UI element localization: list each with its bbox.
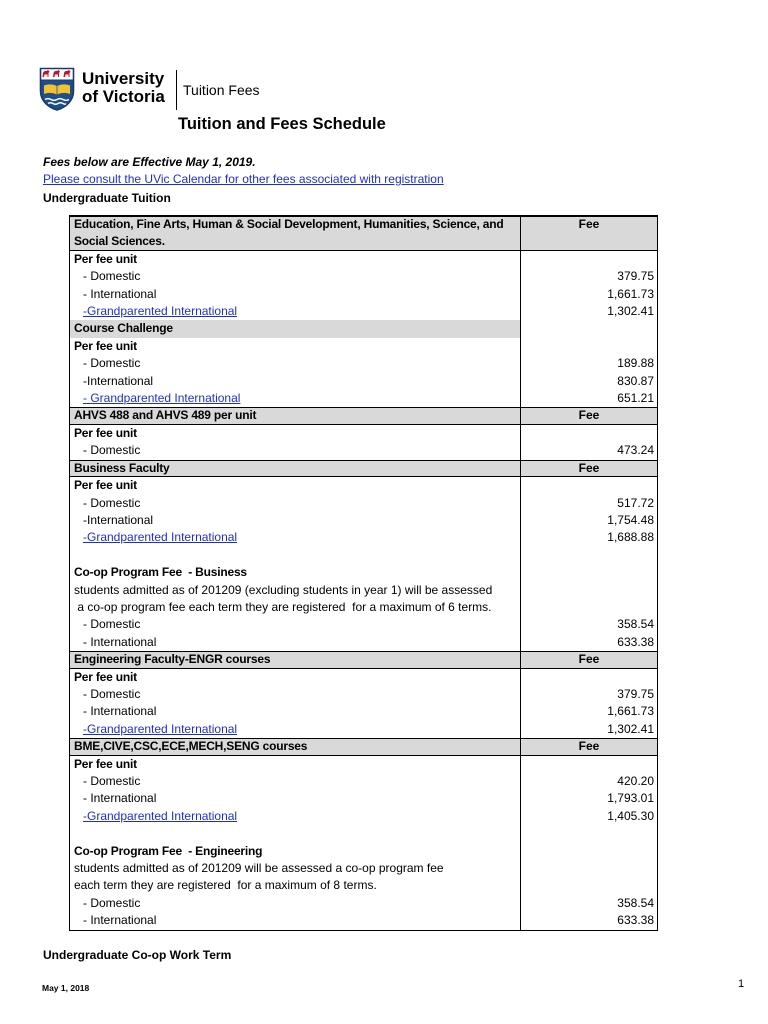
fee-amount: 1,302.41 — [607, 721, 654, 736]
empty-fee-cell — [521, 825, 657, 842]
fee-amount: 1,661.73 — [607, 286, 654, 301]
fee-amount: 1,661.73 — [607, 704, 654, 719]
fee-item-label: - Domestic — [70, 686, 521, 703]
fee-column-header: Fee — [521, 651, 657, 668]
fee-amount: 420.20 — [617, 773, 654, 788]
fee-amount: 1,688.88 — [607, 530, 654, 545]
fee-line-item — [70, 495, 657, 512]
fee-item-label: - Domestic — [70, 268, 521, 285]
empty-fee-cell — [521, 338, 657, 355]
unit-name: Tuition Fees — [183, 82, 260, 98]
fee-amount: 517.72 — [617, 495, 654, 510]
group-heading: Per fee unit — [70, 251, 521, 268]
fee-line-item — [70, 268, 657, 285]
group-heading: Per fee unit — [70, 338, 521, 355]
fee-amount: 830.87 — [617, 373, 654, 388]
group-heading: Co-op Program Fee - Business — [70, 564, 521, 581]
empty-label-cell — [70, 825, 521, 842]
fee-item-label — [70, 808, 521, 825]
fee-column-header: Fee — [521, 216, 657, 251]
fee-amount: 358.54 — [617, 895, 654, 910]
fee-item-label: - International — [70, 634, 521, 651]
description-text: students admitted as of 201209 (excluding students in year 1) will be assessed — [70, 582, 521, 599]
fee-amount: 633.38 — [617, 634, 654, 649]
section-header-row — [70, 320, 657, 337]
description-text: students admitted as of 201209 will be assessed a co-op program fee — [70, 860, 521, 877]
effective-date-note: Fees below are Effective May 1, 2019. — [43, 155, 256, 169]
fee-line-item — [70, 286, 657, 303]
fee-item-label: - Domestic — [70, 442, 521, 459]
empty-fee-cell — [521, 669, 657, 686]
page-number: 1 — [738, 978, 745, 990]
empty-fee-cell — [521, 756, 657, 773]
logo-divider — [176, 70, 177, 110]
fee-amount: 379.75 — [617, 686, 654, 701]
fee-column-header: Fee — [521, 460, 657, 477]
wordmark-of-victoria: of Victoria — [82, 87, 165, 106]
group-heading-row — [70, 425, 657, 442]
fee-line-item — [70, 703, 657, 720]
fee-line-item — [70, 616, 657, 633]
section-title: AHVS 488 and AHVS 489 per unit — [70, 407, 521, 424]
grandparented-international-link[interactable]: -Grandparented International — [83, 304, 238, 319]
section-title: Engineering Faculty-ENGR courses — [70, 651, 521, 668]
empty-label-cell — [70, 547, 521, 564]
uvic-wordmark — [82, 70, 165, 106]
description-row — [70, 599, 657, 616]
fee-amount: 1,793.01 — [607, 791, 654, 806]
grandparented-international-link[interactable]: -Grandparented International — [83, 530, 238, 545]
empty-fee-cell — [521, 251, 657, 268]
fee-item-label — [70, 390, 521, 407]
uvic-shield-icon — [39, 67, 75, 111]
group-heading: Per fee unit — [70, 669, 521, 686]
fee-item-label: - Domestic — [70, 355, 521, 372]
group-heading-row — [70, 843, 657, 860]
empty-fee-cell — [521, 320, 657, 337]
fee-line-item — [70, 912, 657, 929]
section-header-row — [70, 460, 657, 477]
fee-amount: 633.38 — [617, 913, 654, 928]
fee-amount: 379.75 — [617, 269, 654, 284]
group-heading-row — [70, 564, 657, 581]
fee-amount: 1,754.48 — [607, 512, 654, 527]
group-heading: Co-op Program Fee - Engineering — [70, 843, 521, 860]
description-text: each term they are registered for a maximum of 8 terms. — [70, 877, 521, 894]
fee-line-item-link — [70, 303, 657, 320]
wordmark-university: University — [82, 69, 165, 88]
section-title: Education, Fine Arts, Human & Social Development, Humanities, Science, and Social Sciences. — [70, 216, 521, 251]
group-heading-row — [70, 477, 657, 494]
fee-line-item-link — [70, 390, 657, 407]
description-row — [70, 860, 657, 877]
fee-amount: 358.54 — [617, 617, 654, 632]
section-title: Business Faculty — [70, 460, 521, 477]
fee-line-item — [70, 442, 657, 459]
fee-line-item — [70, 512, 657, 529]
fee-item-label: -International — [70, 512, 521, 529]
fee-item-label: - Domestic — [70, 616, 521, 633]
empty-fee-cell — [521, 599, 657, 616]
section-header-row — [70, 407, 657, 424]
fee-line-item — [70, 895, 657, 912]
fee-line-item-link — [70, 529, 657, 546]
fee-item-label: - Domestic — [70, 773, 521, 790]
section-heading-undergraduate-tuition: Undergraduate Tuition — [43, 191, 171, 205]
group-heading-row — [70, 251, 657, 268]
fee-amount: 1,405.30 — [607, 808, 654, 823]
section-header-row — [70, 216, 657, 251]
empty-fee-cell — [521, 425, 657, 442]
fee-amount: 473.24 — [617, 443, 654, 458]
fee-item-label: - Domestic — [70, 895, 521, 912]
fee-line-item — [70, 790, 657, 807]
footer-date: May 1, 2018 — [42, 983, 90, 993]
empty-fee-cell — [521, 582, 657, 599]
empty-fee-cell — [521, 877, 657, 894]
fee-line-item — [70, 686, 657, 703]
fee-line-item-link — [70, 808, 657, 825]
blank-row — [70, 547, 657, 564]
blank-row — [70, 825, 657, 842]
fee-item-label: -International — [70, 373, 521, 390]
fee-line-item-link — [70, 721, 657, 738]
fee-item-label: - International — [70, 912, 521, 929]
grandparented-international-link[interactable]: -Grandparented International — [83, 721, 238, 736]
grandparented-international-link[interactable]: -Grandparented International — [83, 808, 238, 823]
section-heading-co-op-work-term: Undergraduate Co-op Work Term — [43, 948, 232, 962]
section-header-row — [70, 738, 657, 755]
fee-line-item — [70, 634, 657, 651]
section-header-row — [70, 651, 657, 668]
group-heading: Per fee unit — [70, 477, 521, 494]
group-heading-row — [70, 756, 657, 773]
description-row — [70, 877, 657, 894]
fee-item-label: - International — [70, 703, 521, 720]
section-title: BME,CIVE,CSC,ECE,MECH,SENG courses — [70, 738, 521, 755]
fee-column-header: Fee — [521, 407, 657, 424]
empty-fee-cell — [521, 564, 657, 581]
group-heading: Per fee unit — [70, 425, 521, 442]
fee-item-label — [70, 303, 521, 320]
empty-fee-cell — [521, 547, 657, 564]
empty-fee-cell — [521, 860, 657, 877]
group-heading: Per fee unit — [70, 756, 521, 773]
fee-item-label — [70, 721, 521, 738]
description-text: a co-op program fee each term they are registered for a maximum of 6 terms. — [70, 599, 521, 616]
fee-line-item — [70, 773, 657, 790]
fee-line-item — [70, 355, 657, 372]
fee-amount: 189.88 — [617, 356, 654, 371]
fee-item-label: - Domestic — [70, 495, 521, 512]
tuition-fee-table — [69, 215, 658, 931]
fee-item-label: - International — [70, 286, 521, 303]
empty-fee-cell — [521, 843, 657, 860]
empty-fee-cell — [521, 477, 657, 494]
group-heading-row — [70, 338, 657, 355]
section-title: Course Challenge — [70, 320, 521, 337]
fee-column-header: Fee — [521, 738, 657, 755]
description-row — [70, 582, 657, 599]
fee-line-item — [70, 373, 657, 390]
fee-item-label — [70, 529, 521, 546]
fee-amount: 1,302.41 — [607, 304, 654, 319]
grandparented-international-link[interactable]: - Grandparented International — [83, 391, 241, 406]
fee-amount: 651.21 — [617, 391, 654, 406]
fee-item-label: - International — [70, 790, 521, 807]
group-heading-row — [70, 669, 657, 686]
uvic-calendar-link[interactable]: Please consult the UVic Calendar for other fees associated with registration — [43, 172, 444, 186]
page-title: Tuition and Fees Schedule — [178, 115, 386, 133]
